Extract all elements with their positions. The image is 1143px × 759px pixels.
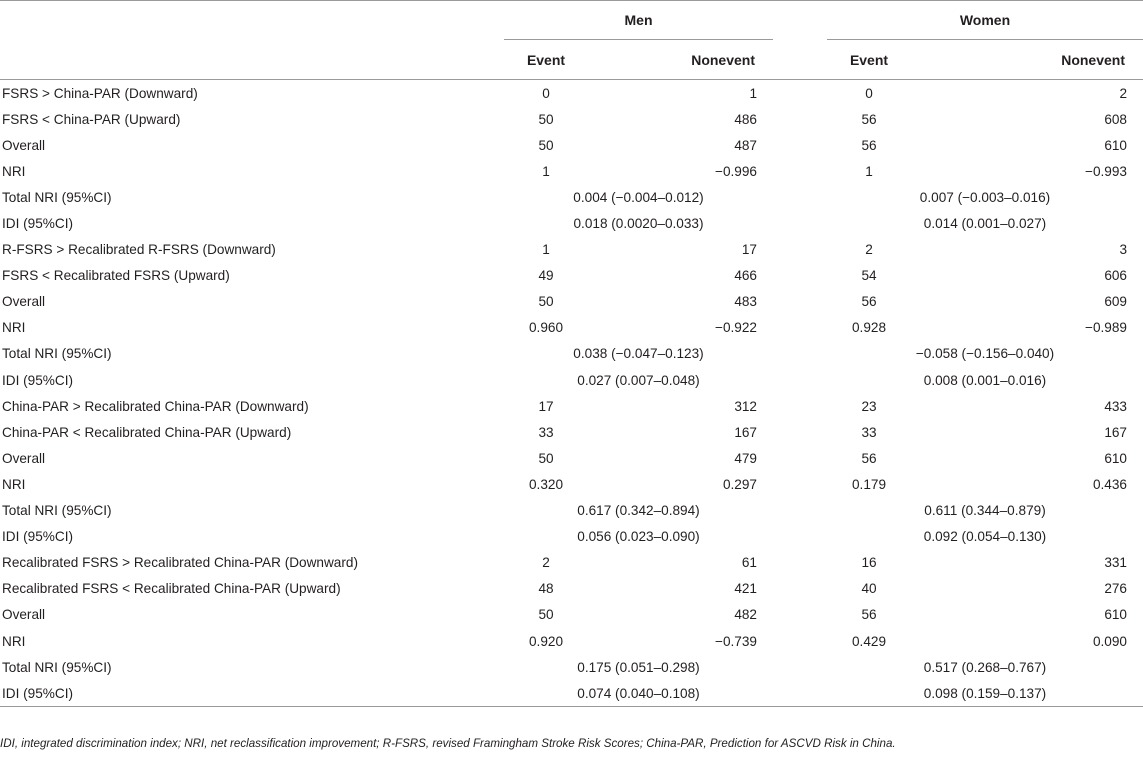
table-row xyxy=(0,263,1143,289)
women-nonevent-value: 0.436 xyxy=(1092,476,1127,492)
men-event-value: 1 xyxy=(542,163,550,179)
women-event-value: 0.429 xyxy=(851,633,887,649)
men-event-value: 50 xyxy=(538,111,554,127)
men-nonevent-header: Nonevent xyxy=(691,51,755,68)
women-nonevent-value: 606 xyxy=(1104,268,1127,284)
spacer-cell xyxy=(773,289,827,315)
spacer-cell xyxy=(773,132,827,158)
men-nonevent-value: 61 xyxy=(741,555,757,571)
table-row xyxy=(0,158,1143,184)
women-nonevent-value: 2 xyxy=(1119,85,1127,101)
table-row xyxy=(0,106,1143,132)
men-event-value: 0 xyxy=(542,85,550,101)
table-row xyxy=(0,80,1143,107)
men-nonevent-value: 421 xyxy=(734,581,757,597)
row-label: NRI xyxy=(2,163,26,179)
spacer-cell xyxy=(773,654,827,680)
table-row xyxy=(0,628,1143,654)
table-row xyxy=(0,419,1143,445)
row-label: IDI (95%CI) xyxy=(2,529,74,545)
row-label: Total NRI (95%CI) xyxy=(2,503,112,519)
spacer-cell xyxy=(773,80,827,107)
women-event-value: 2 xyxy=(865,242,873,258)
men-nonevent-value: 479 xyxy=(734,450,757,466)
women-event-value: 0.179 xyxy=(851,476,887,492)
women-nonevent-value: 433 xyxy=(1104,398,1127,414)
spacer-cell xyxy=(773,602,827,628)
men-nonevent-value: 466 xyxy=(734,268,757,284)
men-combined-value: 0.004 (−0.004–0.012) xyxy=(573,189,704,205)
men-event-value: 0.320 xyxy=(528,476,564,492)
row-label: Overall xyxy=(2,607,46,623)
women-event-value: 56 xyxy=(861,294,877,310)
men-combined-value: 0.175 (0.051–0.298) xyxy=(577,659,700,675)
row-label: NRI xyxy=(2,320,26,336)
women-nonevent-value: −0.989 xyxy=(1085,320,1127,336)
spacer-cell xyxy=(773,393,827,419)
women-nonevent-value: 0.090 xyxy=(1092,633,1127,649)
table-row xyxy=(0,341,1143,367)
table-row xyxy=(0,289,1143,315)
men-combined-value: 0.617 (0.342–0.894) xyxy=(577,503,700,519)
women-combined-value: 0.007 (−0.003–0.016) xyxy=(919,189,1051,205)
spacer-cell xyxy=(773,445,827,471)
men-nonevent-value: 1 xyxy=(749,85,757,101)
table-footnote: IDI, integrated discrimination index; NRI, net reclassification improvement; R-FSRS, revised Framingham Stroke Risk Scores; China-PAR, Prediction for ASCVD Risk in China. xyxy=(0,737,896,750)
women-combined-value: 0.517 (0.268–0.767) xyxy=(923,659,1047,675)
row-label: China-PAR < Recalibrated China-PAR (Upward) xyxy=(2,424,292,440)
men-event-value: 1 xyxy=(542,242,550,258)
row-label: Total NRI (95%CI) xyxy=(2,659,112,675)
spacer-cell xyxy=(773,158,827,184)
men-nonevent-value: 0.297 xyxy=(722,476,757,492)
women-nonevent-value: 608 xyxy=(1104,111,1127,127)
spacer-cell xyxy=(773,106,827,132)
row-label: FSRS > China-PAR (Downward) xyxy=(2,85,198,101)
spacer-cell xyxy=(773,341,827,367)
row-label: Recalibrated FSRS < Recalibrated China-PAR (Upward) xyxy=(2,581,341,597)
women-nonevent-value: 331 xyxy=(1104,555,1127,571)
row-label: IDI (95%CI) xyxy=(2,216,74,232)
row-label: Total NRI (95%CI) xyxy=(2,346,112,362)
stub-header xyxy=(0,1,504,40)
table-body xyxy=(0,80,1143,707)
men-event-value: 2 xyxy=(542,555,550,571)
spacer-cell xyxy=(773,550,827,576)
table-bottom-rule xyxy=(0,707,1143,708)
men-combined-value: 0.038 (−0.047–0.123) xyxy=(573,346,704,362)
men-event-value: 0.960 xyxy=(528,320,564,336)
women-event-value: 16 xyxy=(861,555,877,571)
row-label: Overall xyxy=(2,137,46,153)
women-nonevent-value: 610 xyxy=(1104,450,1127,466)
men-nonevent-value: 17 xyxy=(741,242,757,258)
men-event-value: 0.920 xyxy=(528,633,564,649)
row-label: R-FSRS > Recalibrated R-FSRS (Downward) xyxy=(2,242,276,258)
women-combined-value: 0.008 (0.001–0.016) xyxy=(923,372,1047,388)
men-nonevent-value: −0.996 xyxy=(715,163,757,179)
men-combined-value: 0.027 (0.007–0.048) xyxy=(577,372,700,388)
women-nonevent-value: −0.993 xyxy=(1085,163,1127,179)
men-event-value: 50 xyxy=(538,294,554,310)
women-event-value: 56 xyxy=(861,137,877,153)
spacer-cell xyxy=(773,367,827,393)
spacer-cell xyxy=(773,524,827,550)
table-row xyxy=(0,393,1143,419)
women-nonevent-value: 610 xyxy=(1104,607,1127,623)
women-event-value: 23 xyxy=(861,398,877,414)
row-label: IDI (95%CI) xyxy=(2,372,74,388)
row-label: Overall xyxy=(2,450,46,466)
row-label: IDI (95%CI) xyxy=(2,685,74,701)
men-nonevent-value: 482 xyxy=(734,607,757,623)
women-nonevent-header: Nonevent xyxy=(1061,51,1125,68)
table-row xyxy=(0,237,1143,263)
row-label: Overall xyxy=(2,294,46,310)
men-nonevent-value: −0.922 xyxy=(715,320,757,336)
men-nonevent-value: 483 xyxy=(734,294,757,310)
men-combined-value: 0.074 (0.040–0.108) xyxy=(577,685,700,701)
table-row xyxy=(0,132,1143,158)
spacer-cell xyxy=(773,184,827,210)
men-nonevent-value: 487 xyxy=(734,137,757,153)
men-event-value: 50 xyxy=(538,137,554,153)
spacer-cell xyxy=(773,419,827,445)
men-event-value: 50 xyxy=(538,450,554,466)
women-nonevent-value: 3 xyxy=(1119,242,1127,258)
women-event-value: 40 xyxy=(861,581,877,597)
women-event-value: 56 xyxy=(861,607,877,623)
spacer-subheader xyxy=(773,40,827,80)
women-event-value: 1 xyxy=(865,163,873,179)
spacer-cell xyxy=(773,210,827,236)
women-event-header: Event xyxy=(849,51,889,68)
spacer-cell xyxy=(773,471,827,497)
women-event-value: 0 xyxy=(865,85,873,101)
row-label: Recalibrated FSRS > Recalibrated China-PAR (Downward) xyxy=(2,555,358,571)
women-event-value: 33 xyxy=(861,424,877,440)
men-combined-value: 0.056 (0.023–0.090) xyxy=(577,529,700,545)
row-label: NRI xyxy=(2,633,26,649)
table-row xyxy=(0,367,1143,393)
men-combined-value: 0.018 (0.0020–0.033) xyxy=(573,216,704,232)
spacer-cell xyxy=(773,576,827,602)
spacer-cell xyxy=(773,315,827,341)
women-nonevent-value: 167 xyxy=(1104,424,1127,440)
women-nonevent-value: 610 xyxy=(1104,137,1127,153)
women-combined-value: 0.611 (0.344–0.879) xyxy=(924,503,1046,519)
women-event-value: 54 xyxy=(861,268,877,284)
nri-idi-table xyxy=(0,1,1143,707)
row-label: China-PAR > Recalibrated China-PAR (Downward) xyxy=(2,398,309,414)
table-row xyxy=(0,576,1143,602)
table-row xyxy=(0,524,1143,550)
table-row xyxy=(0,210,1143,236)
women-nonevent-value: 276 xyxy=(1104,581,1127,597)
men-event-value: 33 xyxy=(538,424,554,440)
spacer-header xyxy=(773,1,827,40)
spacer-cell xyxy=(773,498,827,524)
table-row xyxy=(0,184,1143,210)
women-combined-value: 0.098 (0.159–0.137) xyxy=(923,685,1047,701)
table-row xyxy=(0,445,1143,471)
men-event-value: 17 xyxy=(538,398,554,414)
women-combined-value: 0.014 (0.001–0.027) xyxy=(923,216,1047,232)
table-row xyxy=(0,550,1143,576)
table-row xyxy=(0,471,1143,497)
table-row xyxy=(0,654,1143,680)
spacer-cell xyxy=(773,680,827,707)
women-group-header: Women xyxy=(827,1,1143,40)
spacer-cell xyxy=(773,237,827,263)
table-row xyxy=(0,680,1143,707)
women-combined-value: 0.092 (0.054–0.130) xyxy=(923,529,1047,545)
men-group-header: Men xyxy=(504,1,773,40)
row-label: FSRS < China-PAR (Upward) xyxy=(2,111,181,127)
spacer-cell xyxy=(773,263,827,289)
row-label: NRI xyxy=(2,476,26,492)
table-row xyxy=(0,315,1143,341)
men-nonevent-value: 486 xyxy=(734,111,757,127)
women-event-value: 0.928 xyxy=(851,320,887,336)
women-event-value: 56 xyxy=(861,111,877,127)
spacer-cell xyxy=(773,628,827,654)
women-event-value: 56 xyxy=(861,450,877,466)
men-event-value: 49 xyxy=(538,268,554,284)
men-event-value: 50 xyxy=(538,607,554,623)
stub-subheader xyxy=(0,40,504,80)
men-nonevent-value: 167 xyxy=(734,424,757,440)
men-nonevent-value: −0.739 xyxy=(715,633,757,649)
row-label: Total NRI (95%CI) xyxy=(2,189,112,205)
men-event-value: 48 xyxy=(538,581,554,597)
women-nonevent-value: 609 xyxy=(1104,294,1127,310)
women-combined-value: −0.058 (−0.156–0.040) xyxy=(915,346,1055,362)
row-label: FSRS < Recalibrated FSRS (Upward) xyxy=(2,268,230,284)
table-row xyxy=(0,498,1143,524)
men-event-header: Event xyxy=(526,51,566,68)
men-nonevent-value: 312 xyxy=(734,398,757,414)
table-row xyxy=(0,602,1143,628)
